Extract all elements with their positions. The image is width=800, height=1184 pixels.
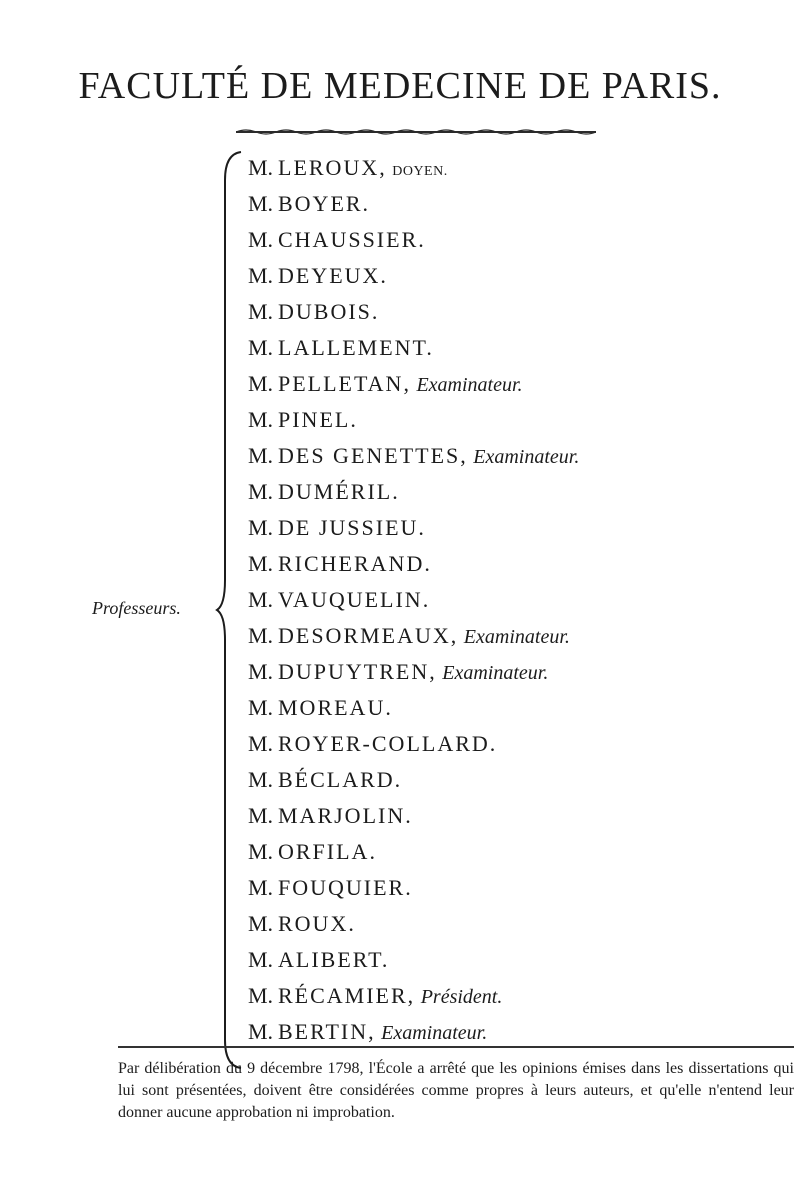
professor-role: DOYEN.: [392, 164, 448, 179]
professor-entry: [248, 654, 579, 690]
professor-name: PINEL.: [278, 407, 358, 432]
professor-name: DES GENETTES,: [278, 443, 468, 468]
professor-entry: [248, 258, 579, 294]
honorific: M.: [248, 227, 274, 252]
page-title: FACULTÉ DE MEDECINE DE PARIS.: [78, 65, 722, 107]
honorific: M.: [248, 191, 274, 216]
professor-name: PELLETAN,: [278, 371, 411, 396]
honorific: M.: [248, 911, 274, 936]
professor-entry: [248, 438, 579, 474]
professor-entry: [248, 582, 579, 618]
professor-name: RICHERAND.: [278, 551, 432, 576]
honorific: M.: [248, 551, 274, 576]
honorific: M.: [248, 659, 274, 684]
professor-entry: [248, 870, 579, 906]
professor-entry: [248, 330, 579, 366]
professors-label: Professeurs.: [92, 598, 181, 618]
professor-name: DESORMEAUX,: [278, 623, 459, 648]
professor-entry: [248, 726, 579, 762]
professor-name: DE JUSSIEU.: [278, 515, 426, 540]
professor-name: ROUX.: [278, 911, 356, 936]
professor-name: DUMÉRIL.: [278, 479, 400, 504]
professor-name: BÉCLARD.: [278, 767, 403, 792]
professor-entry: [248, 294, 579, 330]
honorific: M.: [248, 839, 274, 864]
professor-name: ALIBERT.: [278, 947, 390, 972]
honorific: M.: [248, 515, 274, 540]
professor-entry: [248, 978, 579, 1014]
professor-name: FOUQUIER.: [278, 875, 413, 900]
professor-entry: [248, 1014, 579, 1050]
professor-entry: [248, 474, 579, 510]
professor-name: MOREAU.: [278, 695, 393, 720]
professor-role: Examinateur.: [442, 662, 549, 684]
professor-name: BERTIN,: [278, 1019, 376, 1044]
professors-list: [248, 150, 579, 1050]
separator-rule: [118, 1046, 794, 1048]
professor-entry: [248, 186, 579, 222]
honorific: M.: [248, 767, 274, 792]
honorific: M.: [248, 947, 274, 972]
professor-name: CHAUSSIER.: [278, 227, 426, 252]
honorific: M.: [248, 623, 274, 648]
professor-entry: [248, 618, 579, 654]
professor-entry: [248, 798, 579, 834]
professor-entry: [248, 906, 579, 942]
ornamental-rule: [236, 128, 596, 136]
professor-role: Examinateur.: [463, 626, 570, 648]
honorific: M.: [248, 983, 274, 1008]
professor-name: DUBOIS.: [278, 299, 380, 324]
professor-entry: [248, 762, 579, 798]
deliberation-note: Par délibération du 9 décembre 1798, l'École a arrêté que les opinions émises dans les dissertations qui lui sont présentées, doivent être considérées comme propres à leurs auteurs, et qu'elle n'entend leur donner aucune approbation ni improbation.: [118, 1060, 794, 1121]
professor-entry: [248, 366, 579, 402]
professor-entry: [248, 150, 579, 186]
professor-name: BOYER.: [278, 191, 371, 216]
honorific: M.: [248, 443, 274, 468]
honorific: M.: [248, 371, 274, 396]
professor-entry: [248, 222, 579, 258]
professor-entry: [248, 942, 579, 978]
honorific: M.: [248, 587, 274, 612]
professor-name: ORFILA.: [278, 839, 377, 864]
professor-name: DEYEUX.: [278, 263, 388, 288]
professor-role: Examinateur.: [381, 1022, 488, 1044]
professor-entry: [248, 546, 579, 582]
curly-brace: [215, 150, 245, 1070]
professor-entry: [248, 690, 579, 726]
professor-role: Président.: [420, 986, 503, 1008]
professor-name: RÉCAMIER,: [278, 983, 416, 1008]
professor-role: Examinateur.: [416, 374, 523, 396]
honorific: M.: [248, 803, 274, 828]
professor-name: LEROUX,: [278, 155, 387, 180]
professor-name: DUPUYTREN,: [278, 659, 437, 684]
honorific: M.: [248, 335, 274, 360]
honorific: M.: [248, 731, 274, 756]
honorific: M.: [248, 479, 274, 504]
honorific: M.: [248, 299, 274, 324]
professor-name: VAUQUELIN.: [278, 587, 431, 612]
honorific: M.: [248, 263, 274, 288]
honorific: M.: [248, 695, 274, 720]
professor-role: Examinateur.: [473, 446, 580, 468]
professor-entry: [248, 834, 579, 870]
professor-name: LALLEMENT.: [278, 335, 434, 360]
professor-name: ROYER-COLLARD.: [278, 731, 498, 756]
honorific: M.: [248, 407, 274, 432]
honorific: M.: [248, 875, 274, 900]
honorific: M.: [248, 155, 274, 180]
honorific: M.: [248, 1019, 274, 1044]
professor-entry: [248, 402, 579, 438]
professor-entry: [248, 510, 579, 546]
professor-name: MARJOLIN.: [278, 803, 413, 828]
